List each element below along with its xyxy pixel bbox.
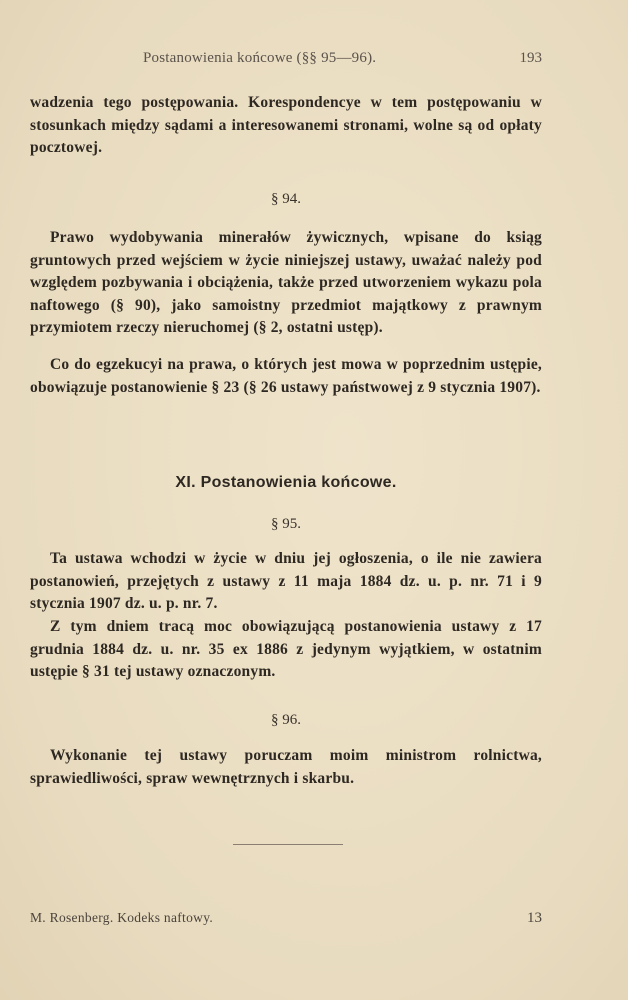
paragraph-95-1 <box>30 548 542 616</box>
section-heading-95: § 95. <box>271 516 301 532</box>
signature-mark: 13 <box>527 910 542 926</box>
closing-rule <box>233 844 343 845</box>
paragraph-text: Ta ustawa wchodzi w życie w dniu jej ogłoszenia, o ile nie zawiera postanowień, przejętych z ustawy z 11 maja 1884 dz. u. p. nr. 71 i 9 stycznia 1907 dz. u. p. nr. 7. <box>30 550 542 613</box>
paragraph-text: Z tym dniem tracą moc obowiązującą postanowienia ustawy z 17 grudnia 1884 dz. u. nr. 35 ex 1886 z jedynym wyjątkiem, w ostatnim ustępie § 31 tej ustawy oznaczonym. <box>30 618 542 681</box>
footer-source: M. Rosenberg. Kodeks naftowy. <box>30 910 214 925</box>
paragraph-text: Prawo wydobywania minerałów żywicznych, wpisane do ksiąg gruntowych przed wejściem w życie niniejszej ustawy, uważać należy pod względem pozbywania i obciążenia, także przed utworzeniem wykazu pola naftowego (§ 90), jako samoistny przedmiot majątkowy z prawnym przymiotem rzeczy nieruchomej (§ 2, ostatni ustęp). <box>30 229 542 337</box>
paragraph-95-2 <box>30 616 542 684</box>
paragraph-94-1 <box>30 227 542 340</box>
paragraph-continuation <box>30 92 542 160</box>
section-heading-96: § 96. <box>271 712 301 728</box>
chapter-title: XI. Postanowienia końcowe. <box>175 474 397 491</box>
section-heading-94: § 94. <box>271 191 301 207</box>
paragraph-94-2 <box>30 354 542 399</box>
running-title: Postanowienia końcowe (§§ 95—96). <box>143 50 377 66</box>
paragraph-text: Wykonanie tej ustawy poruczam moim ministrom rolnictwa, sprawiedliwości, spraw wewnętrznych i skarbu. <box>30 747 542 787</box>
paragraph-text: Co do egzekucyi na prawa, o których jest mowa w poprzednim ustępie, obowiązuje postanowienie § 23 (§ 26 ustawy państwowej z 9 stycznia 1907). <box>30 356 542 396</box>
paragraph-text: wadzenia tego postępowania. Korespondencye w tem postępowaniu w stosunkach między sądami a interesowanemi stronami, wolne są od opłaty pocztowej. <box>30 94 542 157</box>
paragraph-96-1 <box>30 745 542 790</box>
page-number: 193 <box>519 50 542 66</box>
